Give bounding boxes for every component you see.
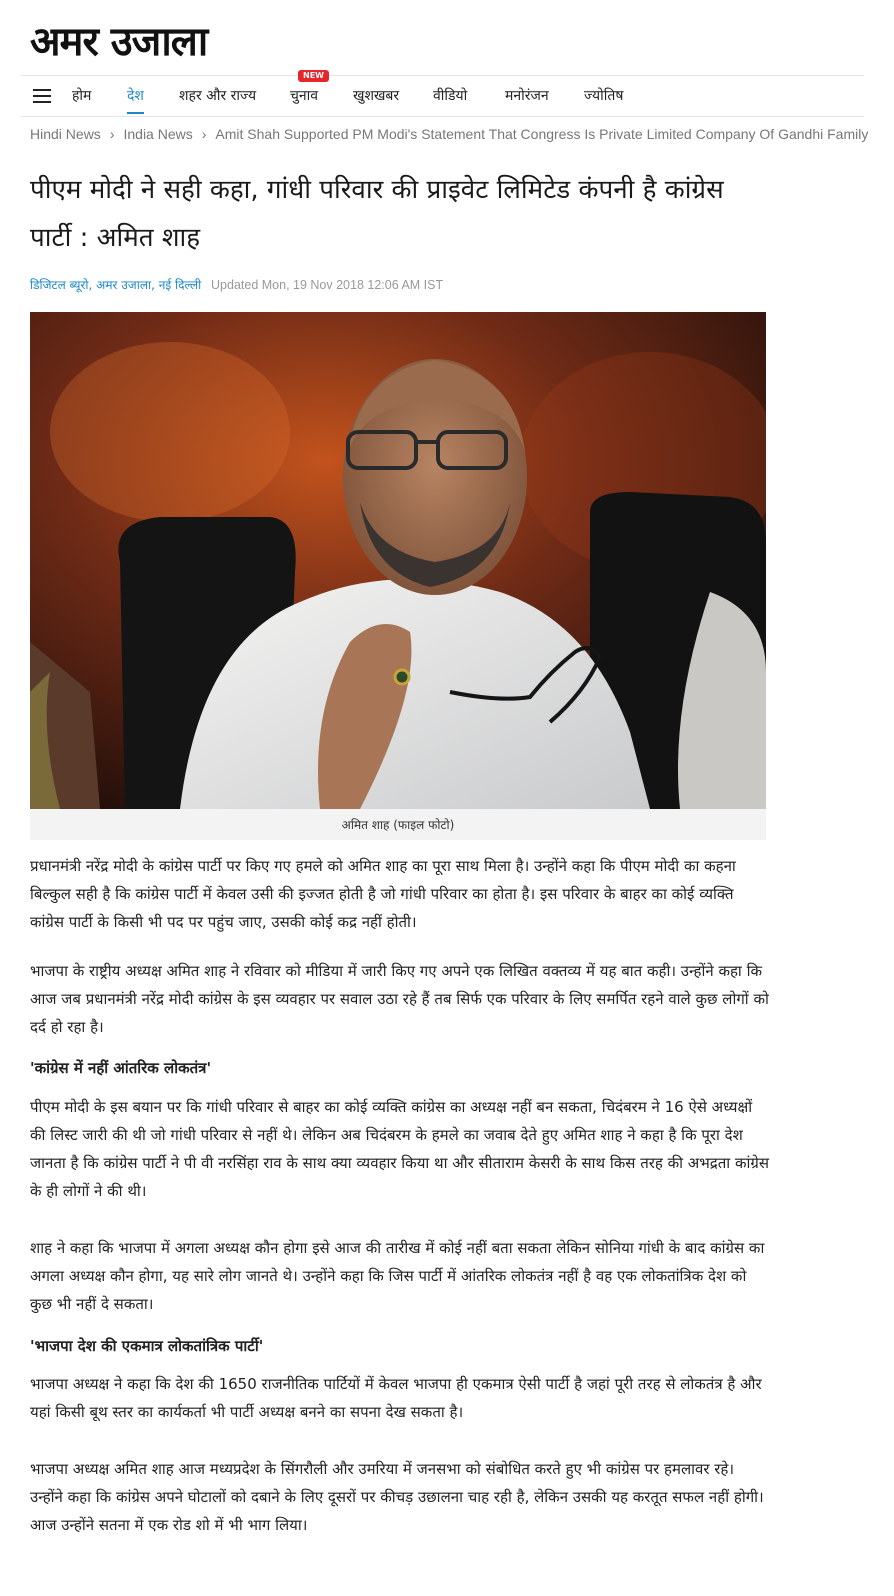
article-subheading: 'कांग्रेस में नहीं आंतरिक लोकतंत्र': [30, 1059, 212, 1077]
author-link[interactable]: डिजिटल ब्यूरो, अमर उजाला, नई दिल्ली: [30, 278, 202, 292]
byline: [30, 276, 443, 294]
updated-timestamp: Updated Mon, 19 Nov 2018 12:06 AM IST: [211, 278, 444, 292]
article-photo[interactable]: [30, 312, 766, 809]
nav-item-shahar-rajya[interactable]: शहर और राज्य: [179, 88, 257, 104]
article-paragraph: शाह ने कहा कि भाजपा में अगला अध्यक्ष कौन होगा इसे आज की तारीख में कोई नहीं बता सकता लेकिन सोनिया गांधी के बाद कांग्रेस का अगला अध्यक्ष कौन होगा, यह सारे लोग जानते थे। उन्होंने कहा कि जिस पार्टी में आंतरिक लोकतंत्र नहीं है वह एक लोकतांत्रिक देश को कुछ भी नहीं दे सकता।: [30, 1239, 765, 1313]
nav-item-video[interactable]: वीडियो: [433, 88, 468, 104]
nav-item-jyotish[interactable]: ज्योतिष: [584, 88, 624, 104]
article-paragraph: पीएम मोदी के इस बयान पर कि गांधी परिवार से बाहर का कोई व्यक्ति कांग्रेस का अध्यक्ष नहीं बन सकता, चिदंबरम ने 16 ऐसे अध्यक्षों की लिस्ट जारी की थी जो गांधी परिवार से नहीं थे। लेकिन अब चिदंबरम के हमले का जवाब देते हुए अमित शाह ने कहा है कि पूरा देश जानता है कि कांग्रेस पार्टी ने पी वी नरसिंहा राव के साथ क्या व्यवहार किया था और सीताराम केसरी के साथ किस तरह की अभद्रता कांग्रेस के ही लोगों ने की थी।: [30, 1098, 769, 1200]
breadcrumb-hindi-news[interactable]: Hindi News: [30, 126, 101, 142]
breadcrumb-india-news[interactable]: India News: [123, 126, 193, 142]
article-title: पीएम मोदी ने सही कहा, गांधी परिवार की प्राइवेट लिमिटेड कंपनी है कांग्रेस पार्टी : अमित शाह: [30, 175, 724, 253]
nav-item-desh[interactable]: देश: [127, 76, 144, 116]
breadcrumb-current: Amit Shah Supported PM Modi's Statement That Congress Is Private Limited Company Of Gandhi Family: [215, 126, 869, 142]
nav-item-khushkhabar[interactable]: खुशखबर: [353, 88, 400, 104]
breadcrumb-separator: ›: [109, 126, 115, 142]
image-caption: अमित शाह (फाइल फोटो): [341, 818, 455, 832]
nav-item-home[interactable]: होम: [72, 88, 92, 104]
new-badge: NEW: [298, 70, 329, 82]
nav-item-chunav[interactable]: [290, 71, 324, 116]
hamburger-menu-icon[interactable]: [33, 89, 51, 103]
nav-item-manoranjan[interactable]: मनोरंजन: [505, 88, 549, 104]
breadcrumb-separator: ›: [201, 126, 207, 142]
main-nav: [20, 71, 864, 117]
article-paragraph: भाजपा के राष्ट्रीय अध्यक्ष अमित शाह ने रविवार को मीडिया में जारी किए गए अपने एक लिखित वक्तव्य में यह बात कही। उन्होंने कहा कि आज जब प्रधानमंत्री नरेंद्र मोदी कांग्रेस के इस व्यवहार पर सवाल उठा रहे हैं तब सिर्फ एक परिवार के लिए समर्पित रहने वाले कुछ लोगों को दर्द हो रहा है।: [30, 962, 769, 1036]
article-subheading: 'भाजपा देश की एकमात्र लोकतांत्रिक पार्टी': [30, 1337, 264, 1355]
site-logo[interactable]: अमर उजाला: [30, 18, 208, 65]
article-paragraph: भाजपा अध्यक्ष अमित शाह आज मध्यप्रदेश के सिंगरौली और उमरिया में जनसभा को संबोधित करते हुए भी कांग्रेस पर हमलावर रहे। उन्होंने कहा कि कांग्रेस अपने घोटालों को दबाने के लिए दूसरों पर कीचड़ उछालना चाह रही है, लेकिन उसकी यह करतूत सफल नहीं होगी। आज उन्होंने सतना में एक रोड शो में भी भाग लिया।: [30, 1460, 764, 1534]
article-paragraph: भाजपा अध्यक्ष ने कहा कि देश की 1650 राजनीतिक पार्टियों में केवल भाजपा ही एकमात्र ऐसी पार्टी है जहां पूरी तरह से लोकतंत्र है और यहां किसी बूथ स्तर का कार्यकर्ता भी पार्टी अध्यक्ष बनने का सपना देख सकता है।: [30, 1375, 762, 1421]
breadcrumb: [30, 124, 880, 144]
article-figure: [30, 312, 766, 840]
article-paragraph: प्रधानमंत्री नरेंद्र मोदी के कांग्रेस पार्टी पर किए गए हमले को अमित शाह का पूरा साथ मिला है। उन्होंने कहा कि पीएम मोदी का कहना बिल्कुल सही है कि कांग्रेस पार्टी में केवल उसी की इज्जत होती है जो गांधी परिवार का होता है। इस परिवार के बाहर का कोई व्यक्ति कांग्रेस पार्टी के किसी भी पद पर पहुंच जाए, उसकी कोई कद्र नहीं होती।: [30, 857, 736, 931]
nav-item-chunav-label: चुनाव: [290, 88, 319, 104]
